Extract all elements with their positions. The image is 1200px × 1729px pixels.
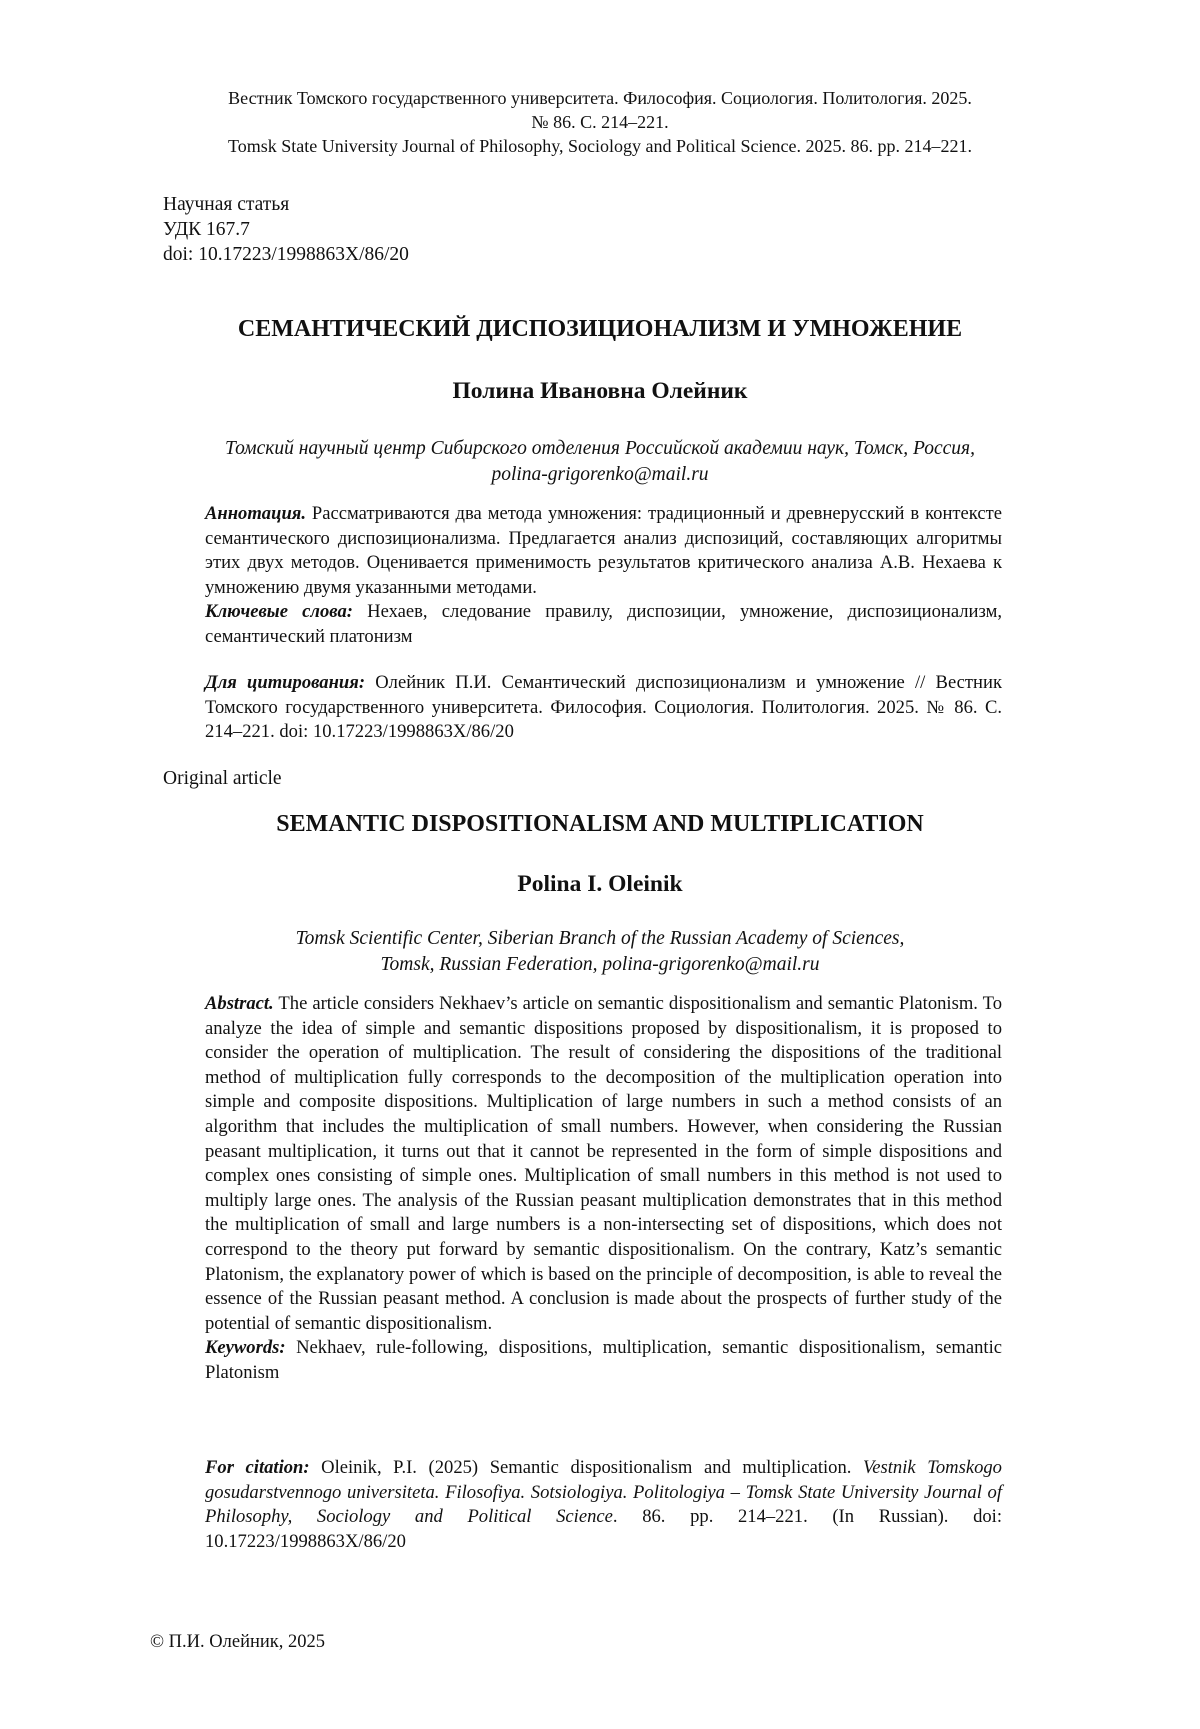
en-citation-journal: Vestnik Tomskogo gosudarstvennogo universiteta. Filosofiya. Sotsiologiya. Politologiya – Tomsk State University Journal of Philosophy, Sociology and Political Science — [205, 1457, 1002, 1528]
ru-abstract-text: Рассматриваются два метода умножения: традиционный и древнерусский в контексте семантического диспозиционализма. Предлагается анализ диспозиций, составляющих алгоритмы этих двух методов. Оценивается применимость результатов критического анализа А.В. Нехаева к умножению двумя указанными методами. — [205, 503, 1002, 598]
en-abstract — [205, 992, 1002, 1336]
en-affiliation-line2: Tomsk, Russian Federation, polina-grigorenko@mail.ru — [380, 954, 820, 975]
en-affiliation — [150, 926, 1050, 978]
en-abstract-text: The article considers Nekhaev’s article on semantic dispositionalism and semantic Platonism. To analyze the idea of simple and semantic dispositions proposed by dispositionalism, it is proposed to consider the operation of multiplication. The result of considering the dispositions of the traditional method of multiplication fully corresponds to the decomposition of the multiplication operation into simple and composite dispositions. Multiplication of large numbers in such a method consists of an algorithm that includes the multiplication of small numbers. However, when considering the Russian peasant multiplication, it turns out that it cannot be represented in the form of simple dispositions and complex ones consisting of simple ones. Multiplication of small numbers in this method is not used to multiply large ones. The analysis of the Russian peasant multiplication demonstrates that in this method the multiplication of small and large numbers is a non-intersecting set of dispositions, which does not correspond to the theory put forward by semantic dispositionalism. On the contrary, Katz’s semantic Platonism, the explanatory power of which is based on the principle of decomposition, is able to reveal the essence of the Russian peasant method. A conclusion is made about the prospects of further study of the potential of semantic dispositionalism. — [205, 993, 1002, 1334]
en-keywords-text: Nekhaev, rule-following, dispositions, multiplication, semantic dispositionalism, semantic Platonism — [205, 1337, 1002, 1383]
en-article-type: Original article — [163, 768, 282, 789]
en-author: Polina I. Oleinik — [517, 871, 683, 897]
ru-doi: doi: 10.17223/1998863X/86/20 — [163, 244, 409, 265]
en-citation — [205, 1456, 1002, 1554]
ru-abstract-block — [205, 502, 1002, 650]
copyright: © П.И. Олейник, 2025 — [150, 1632, 326, 1652]
ru-meta-block — [163, 192, 409, 267]
ru-abstract — [205, 502, 1002, 600]
en-affiliation-line1: Tomsk Scientific Center, Siberian Branch of the Russian Academy of Sciences, — [295, 928, 905, 949]
ru-affiliation — [150, 436, 1050, 488]
ru-keywords — [205, 600, 1002, 649]
journal-header-en-line: Tomsk State University Journal of Philosophy, Sociology and Political Science. 2025. 86. pp. 214–221. — [227, 136, 972, 156]
udk-code: УДК 167.7 — [163, 219, 250, 240]
ru-affiliation-line1: Томский научный центр Сибирского отделения Российской академии наук, Томск, Россия, — [224, 438, 975, 459]
ru-abstract-label: Аннотация. — [205, 503, 307, 524]
journal-header-ru-line2: № 86. С. 214–221. — [531, 112, 669, 132]
journal-header-ru-line1: Вестник Томского государственного университета. Философия. Социология. Политология. 2025. — [228, 88, 972, 108]
ru-citation — [205, 671, 1002, 745]
en-abstract-label: Abstract. — [205, 993, 274, 1014]
en-title: SEMANTIC DISPOSITIONALISM AND MULTIPLICATION — [276, 811, 924, 837]
ru-author: Полина Ивановна Олейник — [452, 378, 748, 404]
en-keywords-label: Keywords: — [205, 1337, 286, 1359]
en-citation-part1: Oleinik, P.I. (2025) Semantic dispositionalism and multiplication. — [309, 1457, 863, 1478]
ru-title: СЕМАНТИЧЕСКИЙ ДИСПОЗИЦИОНАЛИЗМ И УМНОЖЕНИЕ — [237, 316, 963, 342]
en-citation-part2: . 86. pp. 214–221. (In Russian). doi: 10.17223/1998863X/86/20 — [205, 1506, 1002, 1552]
ru-keywords-label: Ключевые слова: — [205, 601, 353, 623]
ru-article-type: Научная статья — [163, 194, 290, 215]
ru-citation-text: Олейник П.И. Семантический диспозиционализм и умножение // Вестник Томского государственного университета. Философия. Социология. Политология. 2025. № 86. С. 214–221. doi: 10.17223/1998863X/86/20 — [205, 672, 1002, 743]
en-keywords — [205, 1336, 1002, 1385]
en-abstract-block — [205, 992, 1002, 1386]
journal-header — [150, 86, 1050, 158]
en-citation-label: For citation: — [205, 1457, 310, 1478]
ru-affiliation-email: polina-grigorenko@mail.ru — [491, 464, 709, 485]
ru-citation-label: Для цитирования: — [205, 672, 366, 693]
ru-keywords-text: Нехаев, следование правилу, диспозиции, умножение, диспозиционализм, семантический платонизм — [205, 601, 1002, 647]
